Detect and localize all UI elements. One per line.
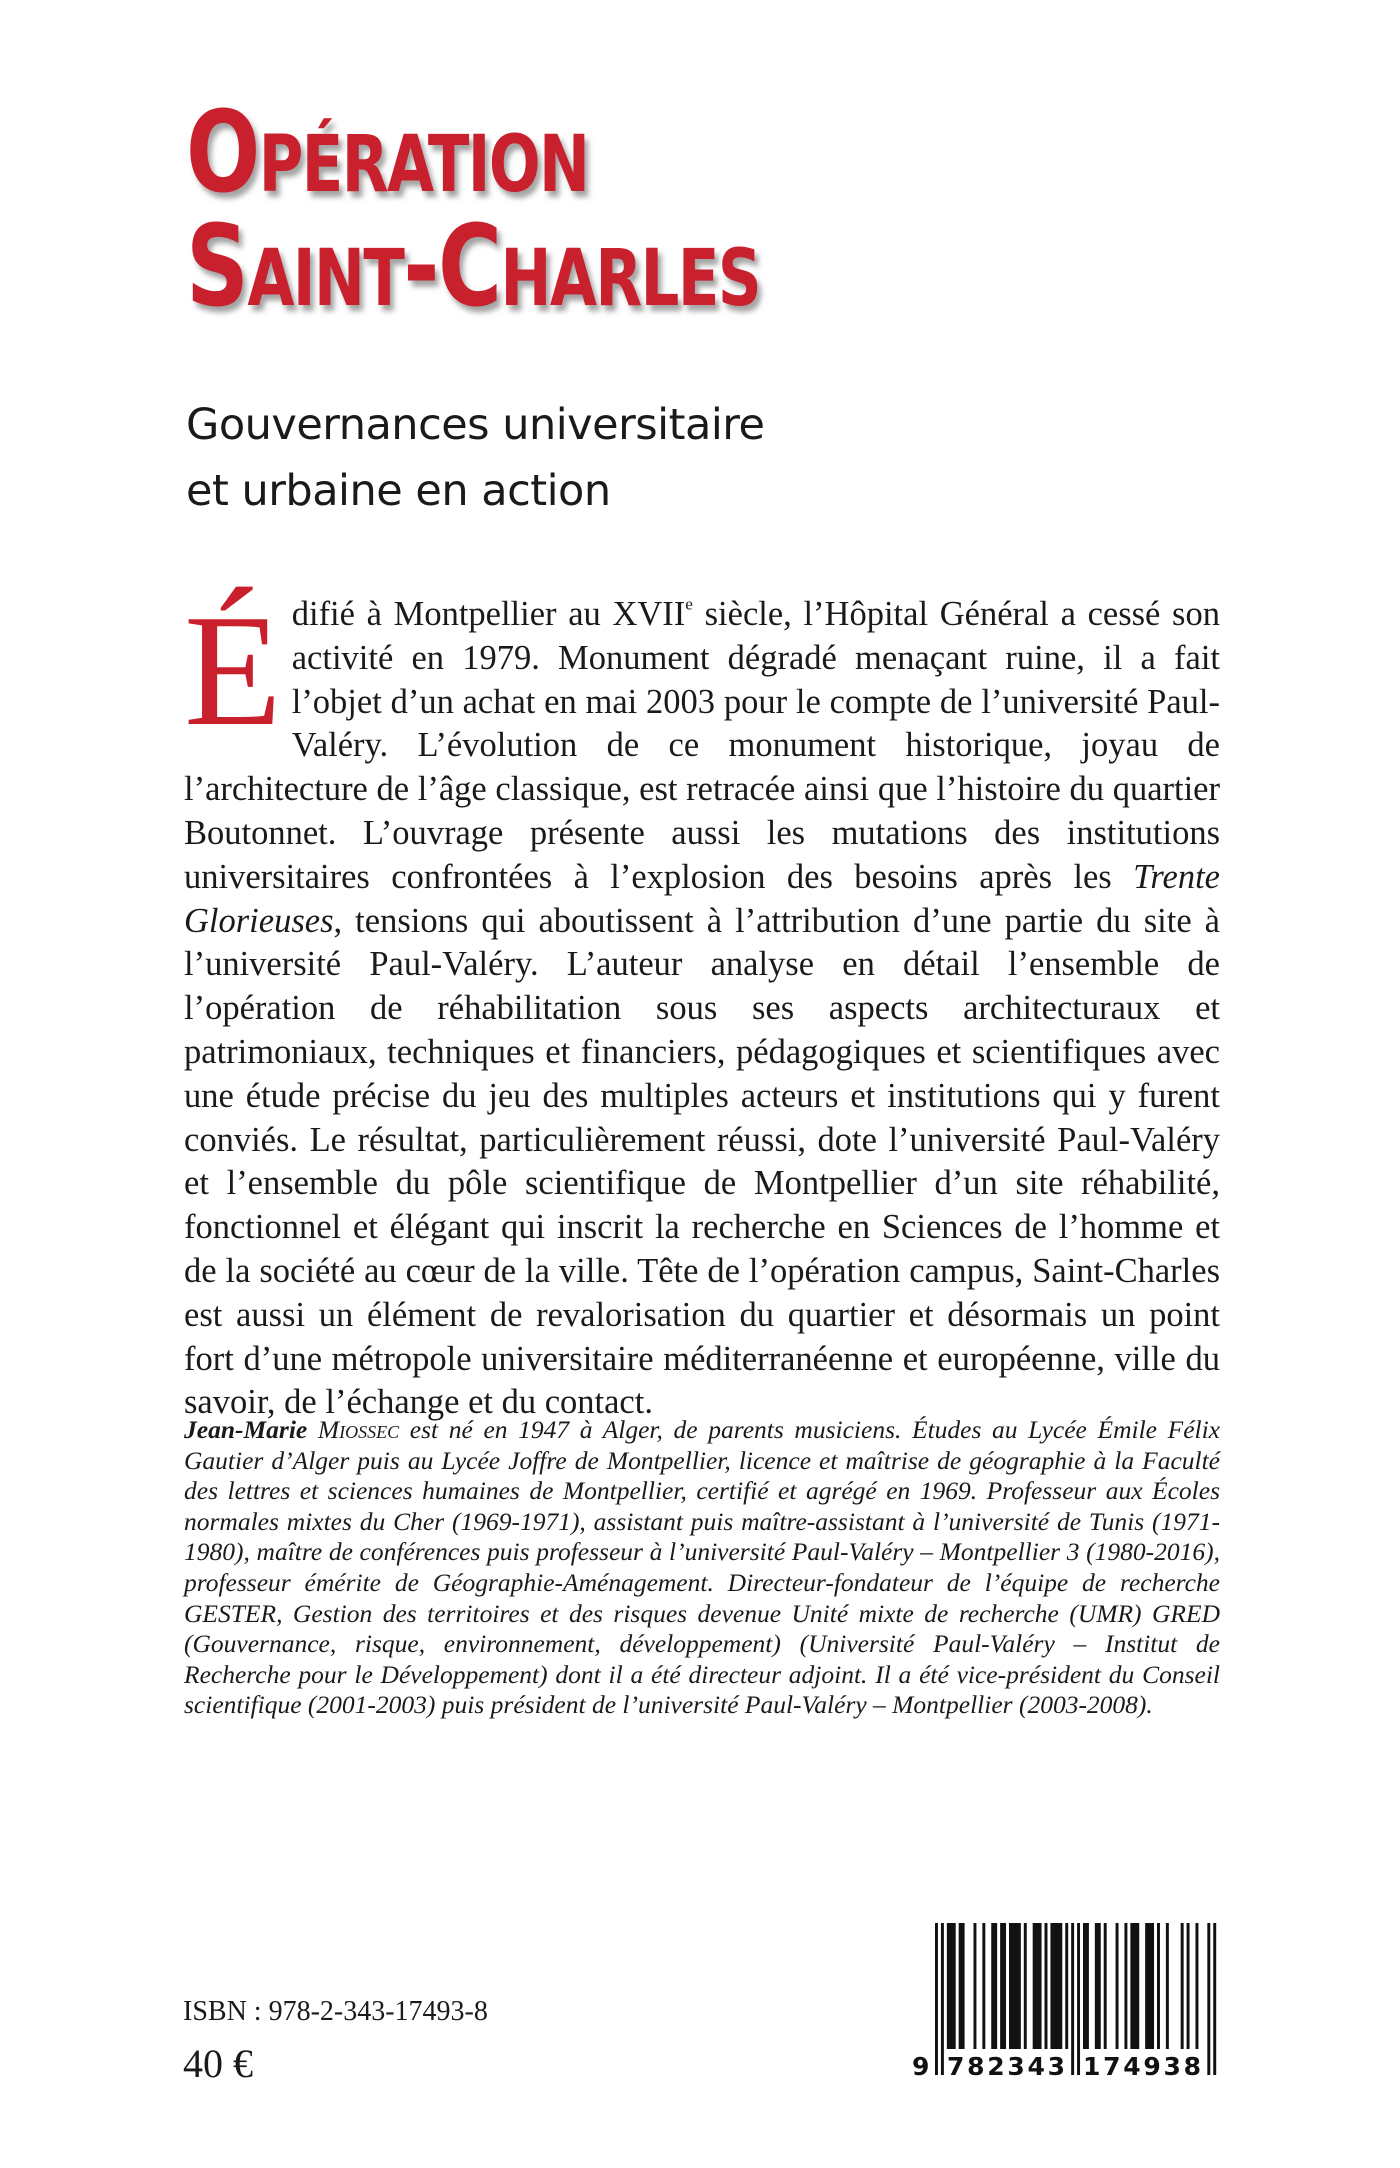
barcode-bar bbox=[1065, 1923, 1068, 2049]
barcode-first-digit: 9 bbox=[912, 2052, 930, 2080]
book-summary bbox=[184, 581, 1220, 1425]
barcode-guard-bar bbox=[1207, 1923, 1210, 2075]
barcode-guard-bar bbox=[1077, 1923, 1080, 2075]
barcode-guard-bar bbox=[941, 1923, 944, 2075]
barcode-bar bbox=[973, 1923, 976, 2049]
barcode-bar bbox=[1166, 1923, 1169, 2049]
book-title-line-2: Saint-Charles bbox=[186, 202, 761, 332]
barcode-right-digits: 174938 bbox=[1083, 2052, 1201, 2080]
barcode-bar bbox=[1045, 1923, 1048, 2049]
barcode-bar bbox=[1124, 1923, 1127, 2049]
author-first-name: Jean-Marie bbox=[184, 1415, 318, 1444]
barcode-bar bbox=[1145, 1923, 1154, 2049]
price-label: 40 € bbox=[183, 2041, 253, 2086]
barcode-bar bbox=[1033, 1923, 1042, 2049]
barcode-bar bbox=[1050, 1923, 1062, 2049]
barcode-bar bbox=[959, 1923, 965, 2049]
author-bio-text: est né en 1947 à Alger, de parents musiciens. Études au Lycée Émile Félix Gautier d’Alger puis au Lycée Joffre de Montpellier, licence et maîtrise de géographie à la Faculté des lettres et sciences humaines de Montpellier, certifié et agrégé en 1969. Professeur aux Écoles normales mixtes du Cher (1969-1971), assistant puis maître-assistant à l’université de Tunis (1971-1980), maître de conférences puis professeur à l’université Paul-Valéry – Montpellier 3 (1980-2016), professeur émérite de Géographie-Aménagement. Directeur-fondateur de l’équipe de recherche GESTER, Gestion des territoires et des risques devenue Unité mixte de recherche (UMR) GRED (Gouvernance, risque, environnement, développement) (Université Paul-Valéry – Institut de Recherche pour le Développement) dont il a été directeur adjoint. Il a été vice-président du Conseil scientifique (2001-2003) puis président de l’université Paul-Valéry – Montpellier (2003-2008). bbox=[184, 1415, 1220, 1720]
isbn-label: ISBN : 978-2-343-17493-8 bbox=[183, 1996, 488, 2027]
barcode-graphic bbox=[905, 1920, 1225, 2080]
barcode-bar bbox=[1187, 1923, 1190, 2049]
barcode-left-digits: 782343 bbox=[947, 2052, 1065, 2080]
barcode-guard-bar bbox=[935, 1923, 938, 2075]
book-subtitle-line-2: et urbaine en action bbox=[186, 466, 611, 516]
book-subtitle bbox=[186, 392, 764, 524]
summary-superscript: e bbox=[685, 594, 693, 614]
summary-text-1: difié à Montpellier au XVII bbox=[291, 595, 686, 633]
author-name bbox=[184, 1415, 399, 1444]
summary-text-2: siècle, l’Hôpital Général a cessé son activité en 1979. Monument dégradé menaçant ruine, il a fait l’objet d’un achat en mai 2003 pour le compte de l’université Paul-Valéry. L’évolution de ce monument historique, joyau de l’architecture de l’âge classique, est retracée ainsi que l’histoire du quartier Boutonnet. L’ouvrage présente aussi les mutations des institutions universitaires confrontées à l’explosion des besoins après les bbox=[184, 595, 1220, 896]
barcode-bar bbox=[1104, 1923, 1107, 2049]
barcode-bar bbox=[1181, 1923, 1184, 2049]
book-title-line-1: Opération bbox=[186, 88, 589, 218]
barcode-bar bbox=[1009, 1923, 1021, 2049]
barcode-bar bbox=[1000, 1923, 1006, 2049]
barcode-guard-bar bbox=[1213, 1923, 1216, 2075]
barcode-bar bbox=[1083, 1923, 1089, 2049]
barcode-bar bbox=[982, 1923, 985, 2049]
barcode-bar bbox=[1024, 1923, 1027, 2049]
barcode-bar bbox=[1157, 1923, 1160, 2049]
barcode-bar bbox=[1195, 1923, 1198, 2049]
book-subtitle-line-1: Gouvernances universitaire bbox=[186, 400, 765, 450]
barcode-guard-bar bbox=[1071, 1923, 1074, 2075]
barcode-bar bbox=[947, 1923, 956, 2049]
barcode-bar bbox=[1095, 1923, 1101, 2049]
author-last-name: Miossec bbox=[317, 1415, 400, 1444]
ean-barcode bbox=[905, 1920, 1225, 2080]
barcode-bar bbox=[1116, 1923, 1119, 2049]
drop-cap: É bbox=[184, 581, 282, 759]
barcode-bar bbox=[991, 1923, 997, 2049]
summary-italic-term: Trente Glorieuses bbox=[184, 857, 1220, 940]
summary-text-3: , tensions qui aboutissent à l’attribution d’une partie du site à l’université Paul-Valéry. L’auteur analyse en détail l’ensemble de l’opération de réhabilitation sous ses aspects architecturaux et patrimoniaux, techniques et financiers, pédagogiques et scientifiques avec une étude précise du jeu des multiples acteurs et institutions qui y furent conviés. Le résultat, particulièrement réussi, dote l’université Paul-Valéry et l’ensemble du pôle scientifique de Montpellier d’un site réhabilité, fonctionnel et élégant qui inscrit la recherche en Sciences de l’homme et de la société au cœur de la ville. Tête de l’opération campus, Saint-Charles est aussi un élément de revalorisation du quartier et désormais un point fort d’une métropole universitaire méditerranéenne et européenne, ville du savoir, de l’échange et du contact. bbox=[184, 901, 1220, 1422]
book-title bbox=[186, 88, 761, 332]
author-bio bbox=[184, 1415, 1220, 1721]
barcode-bar bbox=[1130, 1923, 1139, 2049]
